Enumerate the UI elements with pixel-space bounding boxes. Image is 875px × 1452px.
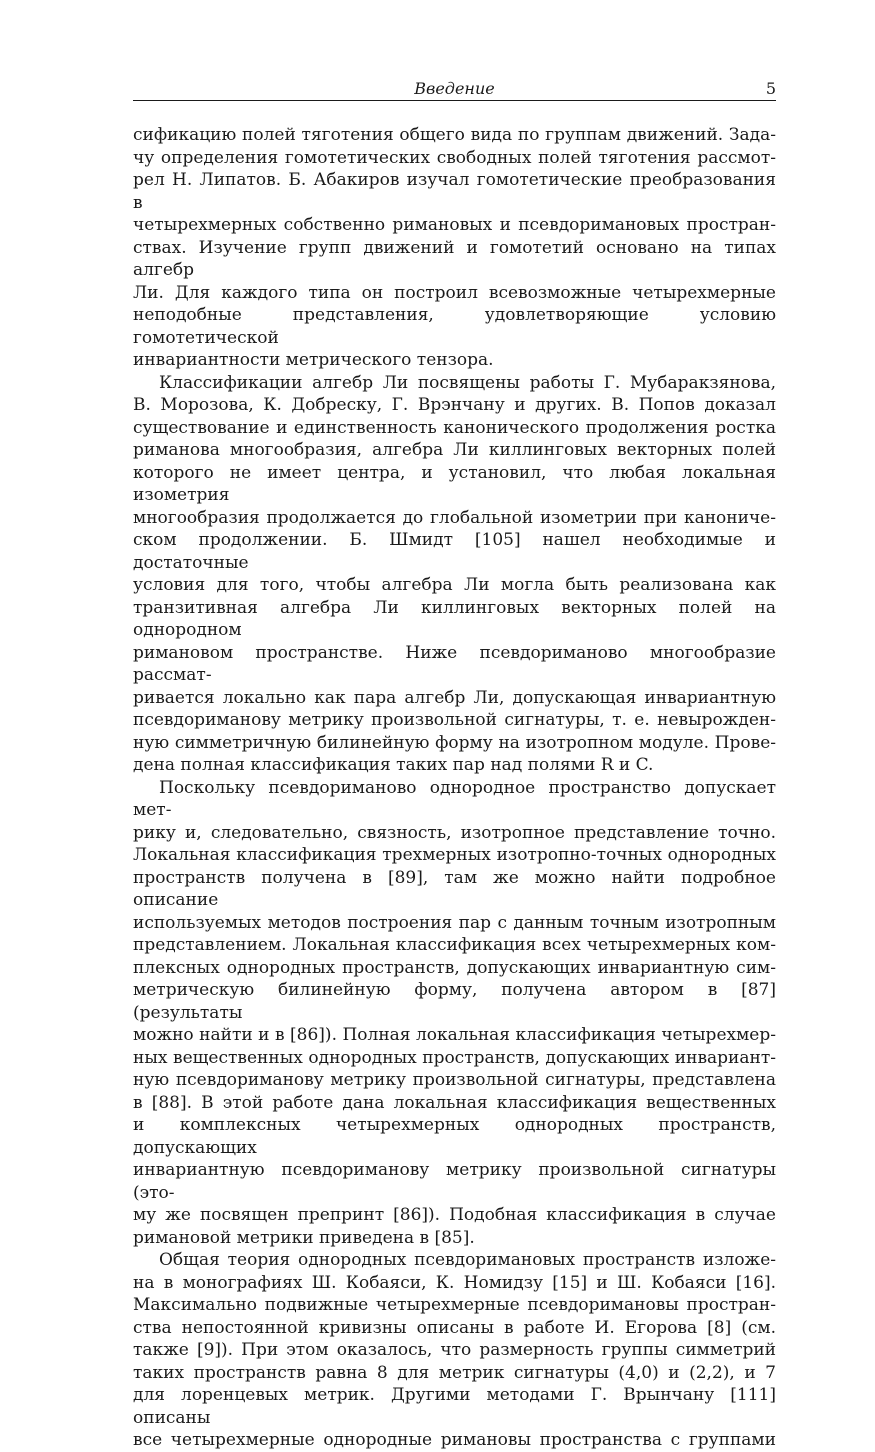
text-line: Поскольку псевдориманово однородное пространство допускает мет- [133,777,776,820]
text-line: для лоренцевых метрик. Другими методами Г. Врынчану [111] описаны [133,1385,776,1428]
text-line: Классификации алгебр Ли посвящены работы Г. Мубаракзянова, [159,372,776,393]
text-line: четырехмерных собственно римановых и псевдоримановых простран- [133,215,776,235]
text-line: рел Н. Липатов. Б. Абакиров изучал гомотетические преобразования в [133,170,776,213]
text-line: инвариантную псевдориманову метрику произвольной сигнатуры (это- [133,1160,776,1203]
text-line: многообразия продолжается до глобальной изометрии при канониче- [133,507,776,528]
text-line: риманова многообразия, алгебра Ли киллинговых векторных полей [133,440,776,460]
text-line: таких пространств равна 8 для метрик сигнатуры (4,0) и (2,2), и 7 [133,1362,776,1383]
text-line: псевдориманову метрику произвольной сигнатуры, т. е. невырожден- [133,710,776,730]
chapter-title: Введение [414,79,495,98]
text-line: транзитивная алгебра Ли киллинговых векторных полей на однородном [133,597,776,640]
paragraph [133,372,776,777]
text-line: ную псевдориманову метрику произвольной сигнатуры, представлена [133,1070,776,1090]
paragraph [133,1249,776,1452]
text-line: ства непостоянной кривизны описаны в работе И. Егорова [8] (см. [133,1317,776,1338]
text-line: ском продолжении. Б. Шмидт [105] нашел необходимые и достаточные [133,530,776,573]
text-line: ных вещественных однородных пространств, допускающих инвариант- [133,1047,776,1068]
page-number: 5 [765,79,776,98]
text-line: Общая теория однородных псевдоримановых пространств изложе- [159,1250,776,1270]
text-line: римановой метрики приведена в [85]. [133,1227,475,1248]
text-line: ривается локально как пара алгебр Ли, допускающая инвариантную [133,687,776,708]
text-line: ную симметричную билинейную форму на изотропном модуле. Прове- [133,732,776,753]
text-line: представлением. Локальная классификация всех четырехмерных ком- [133,935,776,955]
text-line: используемых методов построения пар с данным точным изотропным [133,912,776,933]
text-line: В. Морозова, К. Добреску, Г. Врэнчану и других. В. Попов доказал [133,395,776,415]
text-line: и комплексных четырехмерных однородных пространств, допускающих [133,1115,776,1158]
text-line: Максимально подвижные четырехмерные псевдоримановы простран- [133,1295,776,1315]
text-line: Локальная классификация трехмерных изотропно-точных однородных [133,845,776,865]
text-line: все четырехмерные однородные римановы пространства с группами [133,1430,776,1450]
text-line: условия для того, чтобы алгебра Ли могла быть реализована как [133,575,776,595]
text-line: плексных однородных пространств, допускающих инвариантную сим- [133,957,776,978]
text-line: неподобные представления, удовлетворяющие условию гомотетической [133,305,776,348]
text-line: инвариантности метрического тензора. [133,350,494,370]
text-line: Ли. Для каждого типа он построил всевозможные четырехмерные [133,282,776,303]
text-line: метрическую билинейную форму, получена автором в [87] (результаты [133,980,776,1023]
text-line: му же посвящен препринт [86]). Подобная классификация в случае [133,1205,776,1225]
text-line: на в монографиях Ш. Кобаяси, К. Номидзу [15] и Ш. Кобаяси [16]. [133,1272,776,1293]
text-line: также [9]). При этом оказалось, что размерность группы симметрий [133,1340,776,1360]
text-line: в [88]. В этой работе дана локальная классификация вещественных [133,1092,776,1113]
paragraph [133,124,776,372]
text-line: пространств получена в [89], там же можно найти подробное описание [133,867,776,910]
text-line: римановом пространстве. Ниже псевдориманово многообразие рассмат- [133,642,776,685]
running-header [133,78,776,101]
text-line: чу определения гомотетических свободных полей тяготения рассмот- [133,147,776,168]
text-line: ствах. Изучение групп движений и гомотетий основано на типах алгебр [133,237,776,280]
text-line: можно найти и в [86]). Полная локальная классификация четырехмер- [133,1025,776,1045]
body-text [133,124,776,1452]
text-line: дена полная классификация таких пар над полями R и C. [133,755,654,775]
text-line: которого не имеет центра, и установил, что любая локальная изометрия [133,462,776,505]
text-line: рику и, следовательно, связность, изотропное представление точно. [133,822,776,843]
text-line: сификацию полей тяготения общего вида по группам движений. Зада- [133,125,776,145]
paragraph [133,777,776,1250]
text-line: существование и единственность канонического продолжения ростка [133,417,776,438]
